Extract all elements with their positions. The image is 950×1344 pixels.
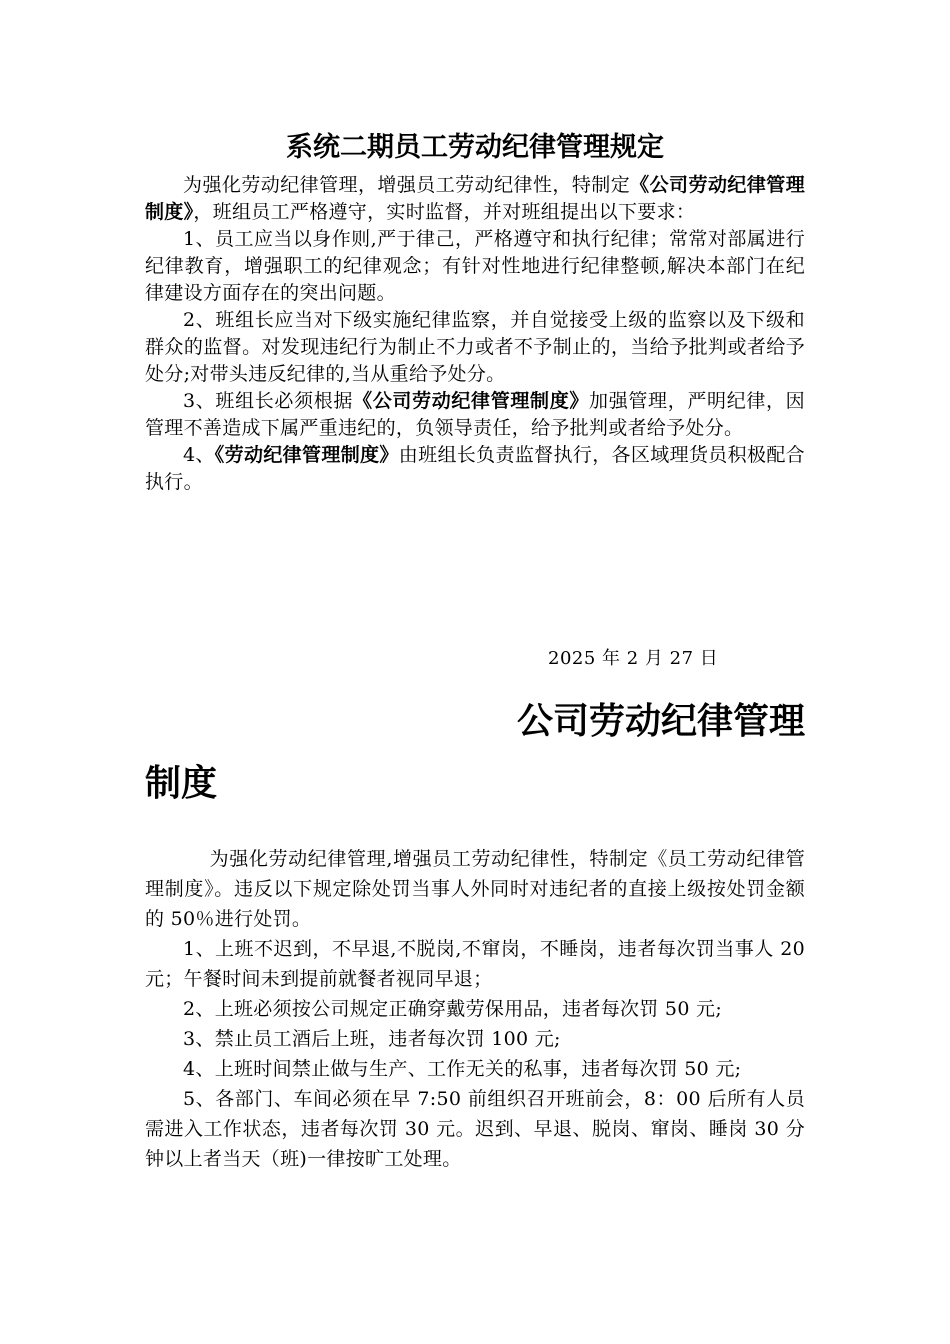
item3-text: 3、班组长必须根据 (183, 390, 354, 412)
document-date: 2025 年 2 月 27 日 (548, 648, 719, 669)
regulation-body (145, 172, 805, 496)
intro-bold-ref: 《公司劳动纪律管理制度》 (145, 174, 806, 223)
system-item-2: 2、上班必须按公司规定正确穿戴劳保用品，违者每次罚 50 元; (183, 998, 723, 1020)
system-title-line-2: 制度 (145, 763, 218, 804)
intro-text: 为强化劳动纪律管理，增强员工劳动纪律性，特制定 (183, 174, 631, 196)
intro-text-tail: ，班组员工严格遵守，实时监督，并对班组提出以下要求： (193, 201, 696, 223)
item4-text-tail: 由班组长负责监督执行，各区域理货员积极配合执行。 (145, 444, 805, 493)
item4-text: 4、 (183, 444, 215, 466)
system-item-4: 4、上班时间禁止做与生产、工作无关的私事，违者每次罚 50 元; (183, 1058, 742, 1080)
regulation-title: 系统二期员工劳动纪律管理规定 (286, 132, 664, 163)
system-body (145, 844, 805, 1174)
item4-bold-ref: 《劳动纪律管理制度》 (214, 444, 399, 466)
system-title-line-1: 公司劳动纪律管理 (516, 701, 805, 742)
regulation-item-4 (145, 442, 805, 496)
item3-text-tail: 加强管理，严明纪律，因管理不善造成下属严重违纪的，负领导责任，给予批判或者给予处分。 (145, 390, 805, 439)
system-intro: 为强化劳动纪律管理,增强员工劳动纪律性，特制定《员工劳动纪律管理制度》。违反以下规定除处罚当事人外同时对违纪者的直接上级按处罚金额的 50％进行处罚。 (145, 848, 805, 930)
system-item-1: 1、上班不迟到，不早退,不脱岗,不窜岗，不睡岗，违者每次罚当事人 20 元；午餐时间未到提前就餐者视同早退； (145, 938, 805, 990)
item3-bold-ref: 《公司劳动纪律管理制度》 (353, 390, 590, 412)
system-item-5: 5、各部门、车间必须在早 7:50 前组织召开班前会，8：00 后所有人员需进入工作状态，违者每次罚 30 元。迟到、早退、脱岗、窜岗、睡岗 30 分钟以上者当天（班)一律按旷工处理。 (145, 1088, 805, 1170)
system-item-3: 3、禁止员工酒后上班，违者每次罚 100 元; (183, 1028, 561, 1050)
regulation-intro (145, 172, 805, 226)
regulation-item-3 (145, 388, 805, 442)
regulation-item-1: 1、员工应当以身作则,严于律己，严格遵守和执行纪律；常常对部属进行纪律教育，增强职工的纪律观念；有针对性地进行纪律整顿,解决本部门在纪律建设方面存在的突出问题。 (145, 228, 805, 304)
regulation-item-2: 2、班组长应当对下级实施纪律监察，并自觉接受上级的监察以及下级和群众的监督。对发现违纪行为制止不力或者不予制止的，当给予批判或者给予处分;对带头违反纪律的,当从重给予处分。 (145, 309, 805, 385)
